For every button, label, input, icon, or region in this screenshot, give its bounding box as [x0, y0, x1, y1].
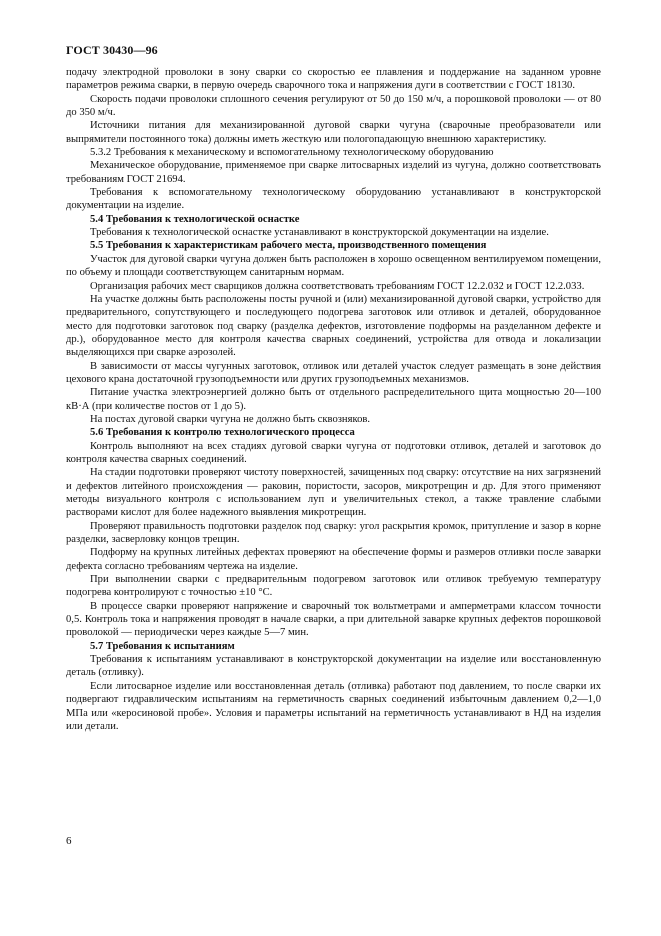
- paragraph: подачу электродной проволоки в зону сварки со скоростью ее плавления и поддержание на заданном уровне параметров режима сварки, в первую очередь сварочного тока и напряжения дуги в соответствии с ГОСТ 18130.: [66, 67, 601, 92]
- paragraph: На постах дуговой сварки чугуна не должно быть сквозняков.: [90, 413, 371, 425]
- paragraph: Механическое оборудование, применяемое при сварке литосварных изделий из чугуна, должно соответствовать требованиям ГОСТ 21694.: [66, 160, 601, 185]
- paragraph: В процессе сварки проверяют напряжение и сварочный ток вольтметрами и амперметрами классом точности 0,5. Контроль тока и напряжения проводят в начале сварки, а при длительной заварке крупных дефектов порошковой проволокой — периодически через каждые 5—7 мин.: [66, 600, 601, 639]
- paragraph: В зависимости от массы чугунных заготовок, отливок или деталей участок следует размещать в зоне действия цехового крана достаточной грузоподъемности или других грузоподъемных механизмов.: [66, 360, 601, 385]
- paragraph: Скорость подачи проволоки сплошного сечения регулируют от 50 до 150 м/ч, а порошковой проволоки — от 80 до 350 м/ч.: [66, 93, 601, 119]
- paragraph: Подформу на крупных литейных дефектах проверяют на обеспечение формы и размеров отливки после заварки дефекта согласно требованиям чертежа на изделие.: [66, 547, 601, 572]
- paragraph: Требования к испытаниям устанавливают в конструкторской документации на изделие или восстановленную деталь (отливку).: [66, 654, 601, 679]
- section-heading: 5.6 Требования к контролю технологического процесса: [90, 427, 355, 439]
- page-number: 6: [66, 835, 72, 847]
- paragraph: На участке должны быть расположены посты ручной и (или) механизированной дуговой сварки, устройство для предварительного, сопутствующего и последующего подогрева заготовок или отливок и деталей, оборудованное место для подготовки заготовок под сварку (разделка дефектов, изготовление подформы на разделанном дефекте и др.), оборудованное место для контроля качества сварных соединений, устройства для отвода и локализации выделяющихся при сварке аэрозолей.: [66, 293, 601, 359]
- section-heading: 5.7 Требования к испытаниям: [90, 640, 235, 652]
- paragraph: Организация рабочих мест сварщиков должна соответствовать требованиям ГОСТ 12.2.032 и ГОСТ 12.2.033.: [90, 280, 585, 292]
- paragraph: Участок для дуговой сварки чугуна должен быть расположен в хорошо освещенном вентилируемом помещении, по объему и площади соответствующем санитарным нормам.: [66, 253, 601, 279]
- document-header: ГОСТ 30430—96: [66, 43, 158, 57]
- paragraph: Проверяют правильность подготовки разделок под сварку: угол раскрытия кромок, притупление и зазор в корне разделки, засверловку концов трещин.: [66, 520, 601, 546]
- paragraph: Питание участка электроэнергией должно быть от отдельного распределительного щита мощностью 20—100 кВ·А (при количестве постов от 1 до 5).: [66, 387, 601, 412]
- paragraph: Требования к вспомогательному технологическому оборудованию устанавливают в конструкторской документации на изделие.: [66, 187, 601, 212]
- section-heading: 5.4 Требования к технологической оснастке: [90, 213, 300, 225]
- paragraph: Требования к технологической оснастке устанавливают в конструкторской документации на изделие.: [90, 227, 549, 239]
- paragraph: Источники питания для механизированной дуговой сварки чугуна (сварочные преобразователи или выпрямители постоянного тока) должны иметь жесткую или пологопадающую внешнюю характеристику.: [66, 120, 601, 145]
- section-heading: 5.5 Требования к характеристикам рабочего места, производственного помещения: [90, 240, 487, 252]
- paragraph: На стадии подготовки проверяют чистоту поверхностей, зачищенных под сварку: отсутствие на них загрязнений и дефектов литейного происхождения — раковин, пористости, засоров, микротрещин и др. Для этого применяют методы визуального контроля с использованием луп и увеличительных стекол, а также травление слабыми растворами кислот для более надежного выявления микротрещин.: [66, 467, 601, 519]
- paragraph: При выполнении сварки с предварительным подогревом заготовок или отливок требуемую температуру подогрева контролируют с точностью ±10 °С.: [66, 574, 601, 599]
- subsection-title: 5.3.2 Требования к механическому и вспомогательному технологическому оборудованию: [90, 147, 494, 159]
- paragraph: Если литосварное изделие или восстановленная деталь (отливка) работают под давлением, то после сварки их подвергают гидравлическим испытаниям на герметичность сварных соединений избыточным давлением 0,2—1,0 МПа или «керосиновой пробе». Условия и параметры испытаний на герметичность устанавливают в НД на изделия или детали.: [66, 680, 601, 732]
- paragraph: Контроль выполняют на всех стадиях дуговой сварки чугуна от подготовки отливок, деталей и заготовок до контроля качества сварных соединений.: [66, 440, 601, 465]
- document-body: [66, 66, 601, 733]
